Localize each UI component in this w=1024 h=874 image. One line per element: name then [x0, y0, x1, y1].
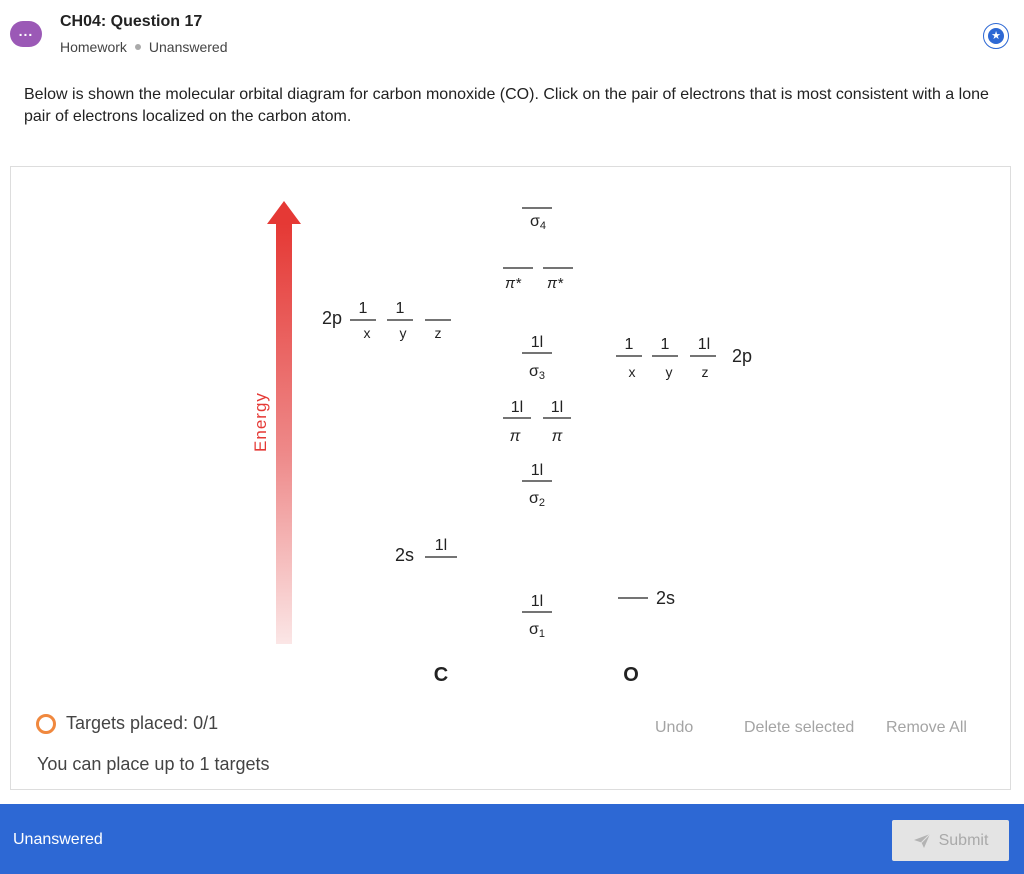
sigma2-subscript: 2	[538, 497, 545, 509]
send-icon	[913, 833, 931, 849]
carbon-atom-label: C	[433, 664, 449, 686]
oxygen-2py-electron[interactable]: 1	[660, 336, 670, 353]
sigma4-label	[530, 213, 546, 232]
carbon-2s-electrons[interactable]: 1l	[434, 537, 448, 554]
footer-bar	[0, 804, 1024, 874]
carbon-2s-label: 2s	[395, 545, 415, 565]
footer-status: Unanswered	[13, 831, 103, 848]
carbon-z-label: z	[434, 325, 442, 341]
question-prompt: Below is shown the molecular orbital diagram for carbon monoxide (CO). Click on the pair of electrons that is most consistent with a lone pair of electrons localized on the carbon atom.	[24, 86, 989, 125]
oxygen-2px-electron[interactable]: 1	[624, 336, 634, 353]
sigma2-symbol: σ	[529, 490, 539, 507]
sigma3-subscript: 3	[538, 370, 545, 382]
question-category: Homework	[60, 39, 127, 55]
energy-arrow-head	[267, 201, 301, 224]
sigma1-label	[529, 621, 545, 640]
sigma4-subscript: 4	[539, 220, 546, 232]
carbon-2px-electron[interactable]: 1	[358, 300, 368, 317]
pi-1-electrons[interactable]: 1l	[510, 399, 524, 416]
remove-all-button[interactable]: Remove All	[886, 719, 967, 736]
pi-label-2: π	[551, 428, 563, 445]
question-title: CH04: Question 17	[60, 13, 203, 30]
sigma2-electrons[interactable]: 1l	[530, 462, 544, 479]
sigma1-electrons[interactable]: 1l	[530, 593, 544, 610]
targets-placed	[36, 713, 218, 734]
sigma3-symbol: σ	[529, 363, 539, 380]
sigma1-symbol: σ	[529, 621, 539, 638]
carbon-x-label: x	[363, 325, 371, 341]
chat-icon-dots: ...	[18, 23, 34, 39]
oxygen-2s-label: 2s	[656, 588, 676, 608]
question-status: Unanswered	[148, 39, 228, 55]
targets-limit-text: You can place up to 1 targets	[37, 754, 270, 774]
oxygen-atom-label: O	[623, 664, 639, 686]
oxygen-x-label: x	[628, 364, 636, 380]
target-ring-icon	[36, 714, 56, 734]
sigma3-electrons[interactable]: 1l	[530, 334, 544, 351]
pi-2-electrons[interactable]: 1l	[550, 399, 564, 416]
oxygen-z-label: z	[701, 364, 709, 380]
pi-label-1: π	[509, 428, 521, 445]
sigma4-symbol: σ	[530, 213, 540, 230]
energy-arrow-shaft	[276, 224, 292, 644]
star-icon: ★	[988, 28, 1004, 44]
pi-star-label-2: π*	[547, 275, 563, 292]
sigma1-subscript: 1	[538, 628, 545, 640]
submit-label: Submit	[938, 831, 989, 849]
sigma2-label	[529, 490, 545, 509]
targets-placed-text: Targets placed: 0/1	[66, 713, 219, 733]
sigma3-label	[529, 363, 545, 382]
submit-button[interactable]	[892, 820, 1009, 861]
oxygen-2pz-electrons[interactable]: 1l	[697, 336, 711, 353]
energy-label: Energy	[251, 392, 270, 452]
undo-button[interactable]: Undo	[655, 719, 694, 736]
oxygen-2p-label: 2p	[732, 346, 753, 366]
carbon-y-label: y	[399, 325, 407, 341]
oxygen-y-label: y	[665, 364, 673, 380]
carbon-2py-electron[interactable]: 1	[395, 300, 405, 317]
pi-star-label-1: π*	[505, 275, 521, 292]
delete-selected-button[interactable]: Delete selected	[744, 719, 855, 736]
carbon-2p-label: 2p	[322, 308, 343, 328]
